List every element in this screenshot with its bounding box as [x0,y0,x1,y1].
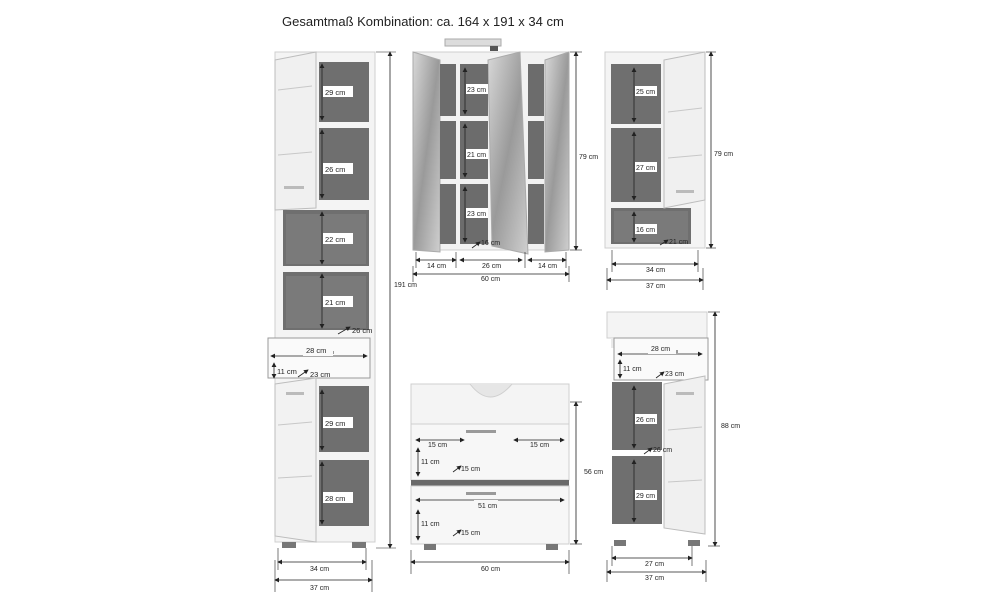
mirror-cabinet [413,39,598,283]
sink-drawer-side-left: 15 cm [428,442,448,449]
lowboard-inner-width: 27 cm [645,561,665,568]
sink-drawer-height-bottom: 11 cm [421,521,440,528]
mirror-depth: 16 cm [481,240,501,247]
mirror-width-middle: 26 cm [482,263,502,270]
wall-inner-width: 34 cm [646,267,666,274]
tall-height-1: 29 cm [325,88,346,97]
tall-height-6: 28 cm [325,494,346,503]
lowboard-height-1: 26 cm [636,417,656,424]
lowboard-total-height: 88 cm [721,423,741,430]
lowboard-drawer-depth: 23 cm [665,371,685,378]
wall-total-height: 79 cm [714,151,734,158]
tall-height-4: 21 cm [325,298,346,307]
tall-total-height: 191 cm [394,282,417,289]
lowboard-outer-width: 37 cm [645,575,665,582]
mirror-height-1: 23 cm [467,87,487,94]
tall-drawer-width: 28 cm [306,346,327,355]
tall-drawer-height: 11 cm [277,367,297,376]
sink-total-height: 56 cm [584,469,604,476]
tall-drawer-depth: 23 cm [310,370,331,379]
lowboard-cabinet [607,312,740,582]
sink-drawer-depth-top: 15 cm [461,466,481,473]
mirror-height-2: 21 cm [467,152,487,159]
sink-drawer-width: 51 cm [478,503,498,510]
mirror-width-right: 14 cm [538,263,558,270]
lowboard-drawer-width: 28 cm [651,346,671,353]
wall-depth: 21 cm [669,239,689,246]
combination-dimensions-title: Gesamtmaß Kombination: ca. 164 x 191 x 34 cm [282,14,564,29]
wall-height-2: 27 cm [636,165,656,172]
tall-height-2: 26 cm [325,165,346,174]
lowboard-shelf-depth: 26 cm [653,447,673,454]
wall-height-3: 16 cm [636,227,656,234]
sink-drawer-depth-bottom: 15 cm [461,530,481,537]
tall-inner-width: 34 cm [310,566,330,573]
lowboard-height-2: 29 cm [636,493,656,500]
sink-drawer-side-right: 15 cm [530,442,550,449]
sink-cabinet [411,384,603,574]
tall-outer-width: 37 cm [310,585,330,592]
sink-drawer-height-top: 11 cm [421,459,440,466]
tall-height-3: 22 cm [325,235,346,244]
mirror-total-width: 60 cm [481,276,501,283]
sink-total-width: 60 cm [481,566,501,573]
lowboard-drawer-height: 11 cm [623,366,642,373]
mirror-width-left: 14 cm [427,263,447,270]
tall-cabinet [268,52,417,592]
wall-cabinet [605,52,733,290]
mirror-total-height: 79 cm [579,154,599,161]
tall-height-5: 29 cm [325,419,346,428]
mirror-height-3: 23 cm [467,211,487,218]
wall-height-1: 25 cm [636,89,656,96]
tall-shelf-depth: 26 cm [352,326,373,335]
wall-outer-width: 37 cm [646,283,666,290]
